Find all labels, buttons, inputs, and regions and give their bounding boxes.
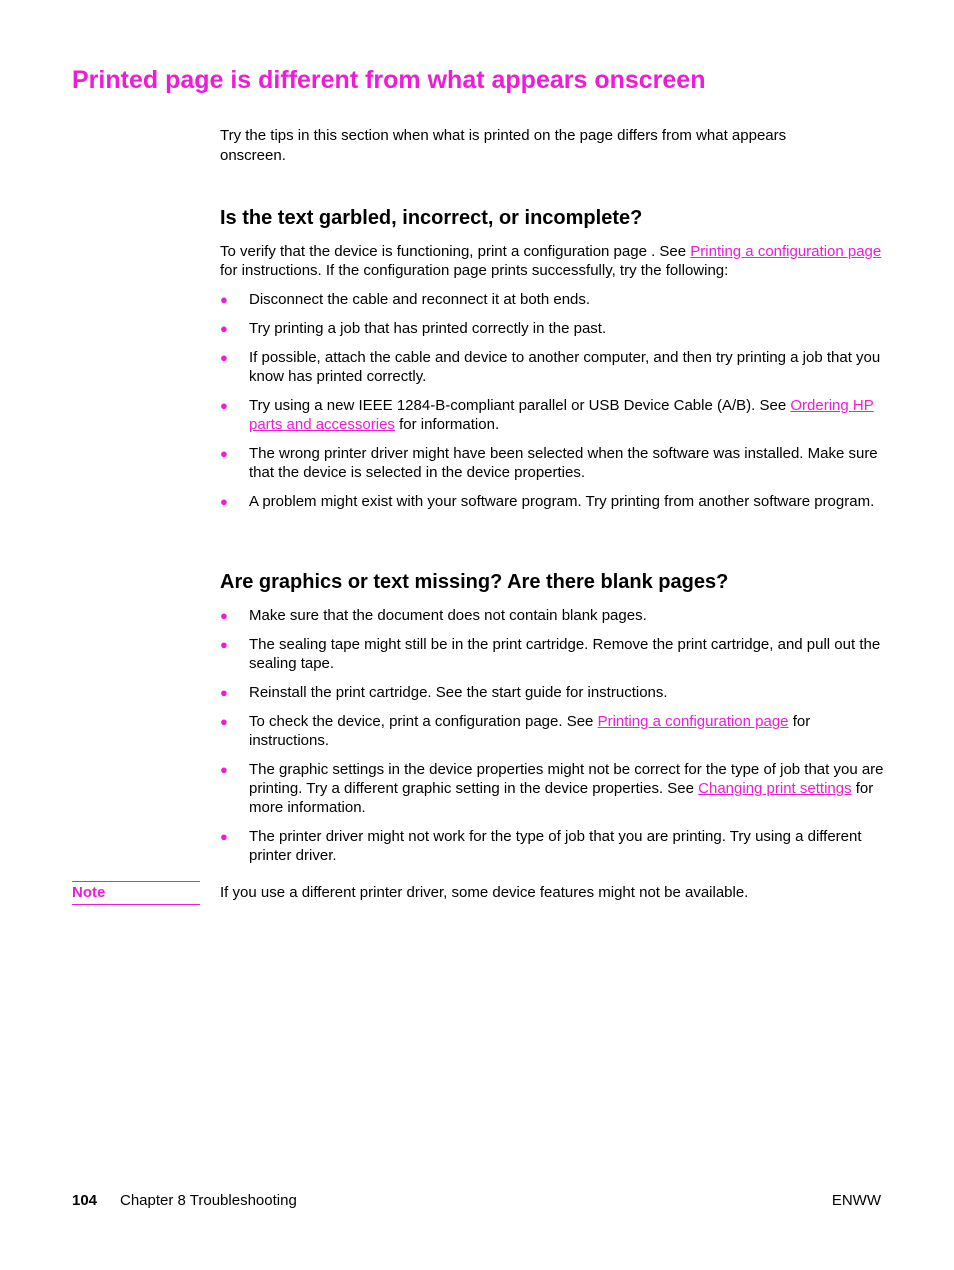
printing-configuration-page-link[interactable]: Printing a configuration page: [597, 713, 789, 730]
changing-print-settings-link[interactable]: Changing print settings: [698, 780, 852, 797]
bullet-icon: ●: [220, 398, 228, 413]
list-item-text: The sealing tape might still be in the print cartridge. Remove the print cartridge, and pull out the sealing tape.: [249, 636, 881, 672]
list-item: [220, 319, 884, 338]
section1-intro-paragraph: [220, 242, 884, 280]
section1-bullet-list: [220, 290, 884, 521]
list-item: [220, 606, 884, 625]
intro-paragraph: Try the tips in this section when what is printed on the page differs from what appears onscreen.: [220, 127, 787, 164]
bullet-icon: ●: [220, 762, 228, 777]
section-heading-garbled-text: Is the text garbled, incorrect, or incomplete?: [220, 207, 643, 229]
list-item: [220, 760, 884, 817]
list-item-text: Try printing a job that has printed correctly in the past.: [249, 320, 607, 337]
section1-intro-text: To verify that the device is functioning, print a configuration page . See: [220, 243, 691, 260]
list-item-text: If possible, attach the cable and device to another computer, and then try printing a job that you know has printed correctly.: [249, 349, 881, 385]
page-title: Printed page is different from what appears onscreen: [72, 66, 706, 94]
bullet-icon: ●: [220, 608, 228, 623]
bullet-icon: ●: [220, 829, 228, 844]
bullet-icon: ●: [220, 446, 228, 461]
list-item-text: Disconnect the cable and reconnect it at both ends.: [249, 291, 591, 308]
bullet-icon: ●: [220, 637, 228, 652]
list-item: [220, 492, 884, 511]
printing-configuration-page-link[interactable]: Printing a configuration page: [690, 243, 882, 260]
bullet-icon: ●: [220, 714, 228, 729]
list-item-text: The graphic settings in the device properties might not be correct for the type of job that you are printing. Try a different graphic setting in the device properties. See: [249, 761, 884, 797]
footer-page-number: 104: [72, 1192, 98, 1209]
note-label: Note: [72, 881, 200, 905]
list-item: [220, 348, 884, 386]
ordering-hp-parts-link[interactable]: Ordering HP parts and accessories: [249, 397, 874, 433]
list-item-text: The wrong printer driver might have been selected when the software was installed. Make sure that the device is selected in the device properties.: [249, 445, 878, 481]
list-item-text: A problem might exist with your software program. Try printing from another software program.: [249, 493, 875, 510]
bullet-icon: ●: [220, 350, 228, 365]
list-item: [220, 712, 884, 750]
footer-locale: ENWW: [831, 1192, 881, 1209]
list-item-text-tail: for information.: [394, 416, 500, 433]
section2-bullet-list: [220, 606, 884, 875]
list-item: [220, 396, 884, 434]
list-item-text: The printer driver might not work for the type of job that you are printing. Try using a different printer driver.: [249, 828, 862, 864]
section-heading-missing-graphics: Are graphics or text missing? Are there blank pages?: [220, 571, 729, 593]
list-item-text-tail: for instructions.: [249, 713, 811, 749]
list-item: [220, 290, 884, 309]
list-item-text: Make sure that the document does not contain blank pages.: [249, 607, 647, 624]
bullet-icon: ●: [220, 321, 228, 336]
list-item: [220, 444, 884, 482]
footer-chapter-title: Chapter 8 Troubleshooting: [120, 1192, 297, 1209]
section1-intro-text-tail: for instructions. If the configuration page prints successfully, try the following:: [220, 262, 729, 279]
note-text: If you use a different printer driver, some device features might not be available.: [220, 884, 749, 901]
list-item: [220, 827, 884, 865]
bullet-icon: ●: [220, 494, 228, 509]
bullet-icon: ●: [220, 685, 228, 700]
list-item-text-tail: for more information.: [249, 780, 874, 816]
list-item-text: To check the device, print a configuration page. See: [249, 713, 598, 730]
list-item: [220, 683, 884, 702]
bullet-icon: ●: [220, 292, 228, 307]
list-item-text: Reinstall the print cartridge. See the start guide for instructions.: [249, 684, 668, 701]
list-item-text: Try using a new IEEE 1284-B-compliant parallel or USB Device Cable (A/B). See: [249, 397, 791, 414]
list-item: [220, 635, 884, 673]
